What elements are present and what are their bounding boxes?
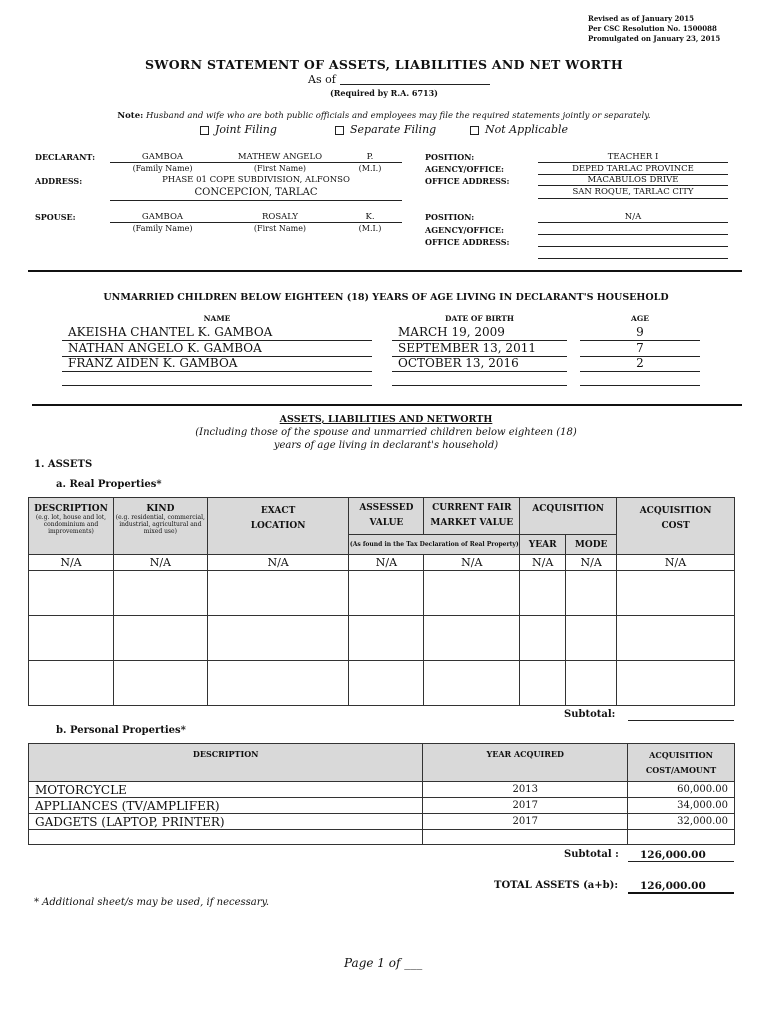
real-subtotal-label: Subtotal:: [564, 709, 616, 720]
real-cell-kind[interactable]: N/A: [113, 555, 207, 571]
total-assets: 126,000.00: [640, 880, 706, 892]
table-row: [29, 798, 735, 814]
resolution-line: Per CSC Resolution No. 1500088: [588, 24, 717, 33]
col-year: YEAR: [520, 535, 566, 555]
empty-cell[interactable]: [113, 661, 207, 706]
child-dob: MARCH 19, 2009: [398, 325, 505, 339]
empty-cell[interactable]: [424, 616, 520, 661]
assets-heading: 1. ASSETS: [34, 459, 93, 470]
empty-cell[interactable]: [617, 571, 735, 616]
real-cell-fair[interactable]: N/A: [424, 555, 520, 571]
col-personal-year: YEAR ACQUIRED: [423, 744, 628, 782]
office-address-1: MACABULOS DRIVE: [587, 175, 679, 185]
col-fair-label-1: CURRENT FAIR: [432, 503, 512, 513]
address-line-1: PHASE 01 COPE SUBDIVISION, ALFONSO: [162, 175, 350, 185]
personal-cost[interactable]: 60,000.00: [628, 782, 735, 798]
first-caption: (First Name): [253, 164, 307, 173]
page-number: Page 1 of ___: [344, 956, 423, 970]
spouse-label: SPOUSE:: [35, 212, 76, 222]
empty-cell[interactable]: [566, 661, 617, 706]
row-line: [392, 371, 567, 372]
row-line: [580, 371, 700, 372]
address-line: [110, 200, 402, 201]
empty-cell[interactable]: [349, 571, 424, 616]
spouse-office-label: OFFICE ADDRESS:: [425, 237, 510, 247]
empty-cell[interactable]: [29, 571, 114, 616]
col-kind-label: KIND: [146, 504, 175, 514]
col-personal-cost-label-2: COST/AMOUNT: [645, 764, 717, 775]
as-of-line[interactable]: [340, 84, 490, 85]
col-name: NAME: [203, 314, 231, 323]
office-line-2: [538, 198, 728, 199]
col-kind-hint: (e.g. residential, commercial, industrial, agricultural and mixed use): [115, 514, 205, 535]
declarant-family-name: GAMBOA: [141, 152, 184, 162]
table-row: [29, 571, 735, 616]
real-cell-cost[interactable]: N/A: [617, 555, 735, 571]
declarant-agency: DEPED TARLAC PROVINCE: [572, 164, 694, 174]
spouse-position-line: [538, 222, 728, 223]
aln-heading: ASSETS, LIABILITIES AND NETWORTH: [279, 414, 493, 425]
note-text: Husband and wife who are both public officials and employees may file the required statements jointly or separately.: [145, 111, 651, 121]
as-of-label: As of: [308, 73, 336, 86]
row-line: [392, 340, 567, 341]
address-line-2: CONCEPCION, TARLAC: [194, 187, 318, 198]
joint-filing-option[interactable]: [200, 123, 277, 136]
child-age: 7: [636, 341, 644, 355]
revision-line: Revised as of January 2015: [588, 14, 694, 23]
note-label: Note:: [117, 111, 144, 121]
child-name: AKEISHA CHANTEL K. GAMBOA: [68, 325, 273, 339]
not-applicable-label: Not Applicable: [485, 123, 569, 136]
empty-cell[interactable]: [566, 616, 617, 661]
section-divider: [28, 270, 742, 272]
col-kind: [113, 498, 207, 555]
child-name: NATHAN ANGELO K. GAMBOA: [68, 341, 262, 355]
col-personal-cost: [628, 744, 735, 782]
family-caption: (Family Name): [132, 164, 193, 173]
table-row: [29, 830, 735, 845]
declarant-mi: P.: [366, 152, 374, 162]
personal-desc[interactable]: GADGETS (LAPTOP, PRINTER): [29, 814, 423, 830]
joint-filing-label: Joint Filing: [215, 123, 277, 136]
real-cell-desc[interactable]: N/A: [29, 555, 114, 571]
spouse-agency-label: AGENCY/OFFICE:: [425, 225, 504, 235]
declarant-label: DECLARANT:: [35, 152, 96, 162]
empty-cell[interactable]: [349, 616, 424, 661]
col-assessed-label-1: ASSESSED: [359, 503, 414, 513]
address-label: ADDRESS:: [35, 176, 83, 186]
table-row: [29, 616, 735, 661]
required-by: (Required by R.A. 6713): [330, 88, 438, 98]
real-cell-year[interactable]: N/A: [520, 555, 566, 571]
empty-cell[interactable]: [424, 571, 520, 616]
empty-cell[interactable]: [617, 661, 735, 706]
personal-cost[interactable]: 32,000.00: [628, 814, 735, 830]
declarant-name-line: [110, 162, 402, 163]
table-row: [29, 555, 735, 571]
personal-desc[interactable]: MOTORCYCLE: [29, 782, 423, 798]
col-mode: MODE: [566, 535, 617, 555]
office-address-label: OFFICE ADDRESS:: [425, 176, 510, 186]
col-assessed: [349, 498, 424, 535]
separate-filing-label: Separate Filing: [350, 123, 437, 136]
row-line: [580, 340, 700, 341]
empty-cell[interactable]: [207, 571, 349, 616]
empty-cell[interactable]: [349, 661, 424, 706]
real-properties-table: [28, 497, 735, 706]
personal-subtotal-line: [628, 861, 734, 862]
empty-cell[interactable]: [617, 616, 735, 661]
table-row: [29, 782, 735, 798]
spouse-position-label: POSITION:: [425, 212, 475, 222]
personal-properties-heading: b. Personal Properties*: [56, 725, 186, 736]
spouse-position: N/A: [624, 212, 642, 222]
col-assessed-label-2: VALUE: [369, 518, 404, 528]
col-description: [29, 498, 114, 555]
note: [0, 111, 768, 121]
not-applicable-option[interactable]: [470, 123, 568, 136]
row-line: [392, 356, 567, 357]
row-line: [580, 356, 700, 357]
col-dob: DATE OF BIRTH: [445, 314, 514, 323]
position-label: POSITION:: [425, 152, 475, 162]
promulgated-line: Promulgated on January 23, 2015: [588, 34, 721, 43]
col-acquisition-cost: [617, 498, 735, 555]
empty-cell[interactable]: [29, 661, 114, 706]
declarant-first-name: MATHEW ANGELO: [237, 152, 323, 162]
spouse-first-name: ROSALY: [261, 212, 299, 222]
empty-cell[interactable]: [520, 661, 566, 706]
empty-cell[interactable]: [113, 571, 207, 616]
spouse-office-line-2: [538, 258, 728, 259]
family-caption: (Family Name): [132, 224, 193, 233]
real-cell-mode[interactable]: N/A: [566, 555, 617, 571]
children-heading: UNMARRIED CHILDREN BELOW EIGHTEEN (18) YEARS OF AGE LIVING IN DECLARANT'S HOUSEHOLD: [103, 292, 669, 303]
empty-cell[interactable]: [520, 571, 566, 616]
mi-caption: (M.I.): [358, 224, 382, 233]
empty-cell[interactable]: [29, 830, 423, 845]
footnote: * Additional sheet/s may be used, if necessary.: [34, 897, 270, 908]
empty-cell[interactable]: [207, 616, 349, 661]
table-row: [29, 814, 735, 830]
real-subtotal-line[interactable]: [628, 720, 734, 721]
personal-desc[interactable]: APPLIANCES (TV/AMPLIFER): [29, 798, 423, 814]
col-age: AGE: [631, 314, 649, 323]
empty-cell[interactable]: [520, 616, 566, 661]
total-double-line: [628, 892, 734, 894]
col-acquisition: ACQUISITION: [520, 498, 617, 535]
row-line: [62, 356, 372, 357]
child-age: 9: [636, 325, 644, 339]
col-location-label-1: EXACT: [260, 506, 296, 516]
real-cell-assessed[interactable]: N/A: [349, 555, 424, 571]
tax-declaration-note: (As found in the Tax Declaration of Real Property): [349, 535, 520, 555]
first-caption: (First Name): [253, 224, 307, 233]
col-location-label-2: LOCATION: [250, 521, 306, 531]
page-title: SWORN STATEMENT OF ASSETS, LIABILITIES AND NET WORTH: [145, 57, 623, 72]
personal-subtotal-label: Subtotal :: [564, 849, 619, 860]
spouse-office-line-1: [538, 246, 728, 247]
col-location: [207, 498, 349, 555]
personal-subtotal: 126,000.00: [640, 849, 706, 861]
spouse-name-line: [110, 222, 402, 223]
office-line-1: [538, 185, 728, 186]
real-properties-heading: a. Real Properties*: [56, 479, 162, 490]
personal-properties-table: [28, 743, 735, 845]
col-personal-desc: DESCRIPTION: [29, 744, 423, 782]
row-line: [62, 340, 372, 341]
spouse-family-name: GAMBOA: [141, 212, 184, 222]
row-line: [62, 385, 372, 386]
col-personal-cost-label-1: ACQUISITION: [649, 749, 713, 760]
table-row: [29, 661, 735, 706]
mi-caption: (M.I.): [358, 164, 382, 173]
total-assets-label: TOTAL ASSETS (a+b):: [494, 880, 619, 891]
personal-year[interactable]: 2017: [423, 798, 628, 814]
personal-cost[interactable]: 34,000.00: [628, 798, 735, 814]
empty-cell[interactable]: [29, 616, 114, 661]
aln-sub-1: (Including those of the spouse and unmarried children below eighteen (18): [195, 427, 577, 438]
personal-year[interactable]: 2017: [423, 814, 628, 830]
section-divider: [32, 404, 742, 406]
agency-label: AGENCY/OFFICE:: [425, 164, 504, 174]
personal-year[interactable]: 2013: [423, 782, 628, 798]
separate-filing-option[interactable]: [335, 123, 436, 136]
child-name: FRANZ AIDEN K. GAMBOA: [68, 356, 238, 370]
empty-cell[interactable]: [207, 661, 349, 706]
col-description-label: DESCRIPTION: [34, 504, 108, 514]
col-cost-label-2: COST: [661, 521, 690, 531]
empty-cell[interactable]: [423, 830, 628, 845]
real-cell-location[interactable]: N/A: [207, 555, 349, 571]
revision-note: [588, 14, 720, 44]
aln-sub-2: years of age living in declarant's household): [273, 440, 499, 451]
child-dob: SEPTEMBER 13, 2011: [398, 341, 536, 355]
row-line: [580, 385, 700, 386]
checkbox-icon[interactable]: [470, 126, 479, 135]
col-fair-label-2: MARKET VALUE: [430, 518, 514, 528]
empty-cell[interactable]: [628, 830, 735, 845]
checkbox-icon[interactable]: [200, 126, 209, 135]
child-dob: OCTOBER 13, 2016: [398, 356, 519, 370]
col-description-hint: (e.g. lot, house and lot, condominium and improvements): [35, 514, 107, 535]
spouse-agency-line: [538, 234, 728, 235]
row-line: [62, 371, 372, 372]
spouse-mi: K.: [365, 212, 375, 222]
empty-cell[interactable]: [566, 571, 617, 616]
position-line: [538, 162, 728, 163]
col-fair-value: [424, 498, 520, 535]
row-line: [392, 385, 567, 386]
empty-cell[interactable]: [113, 616, 207, 661]
empty-cell[interactable]: [424, 661, 520, 706]
col-cost-label-1: ACQUISITION: [639, 506, 712, 516]
declarant-position: TEACHER I: [607, 152, 659, 162]
child-age: 2: [636, 356, 644, 370]
checkbox-icon[interactable]: [335, 126, 344, 135]
office-address-2: SAN ROQUE, TARLAC CITY: [572, 187, 694, 197]
